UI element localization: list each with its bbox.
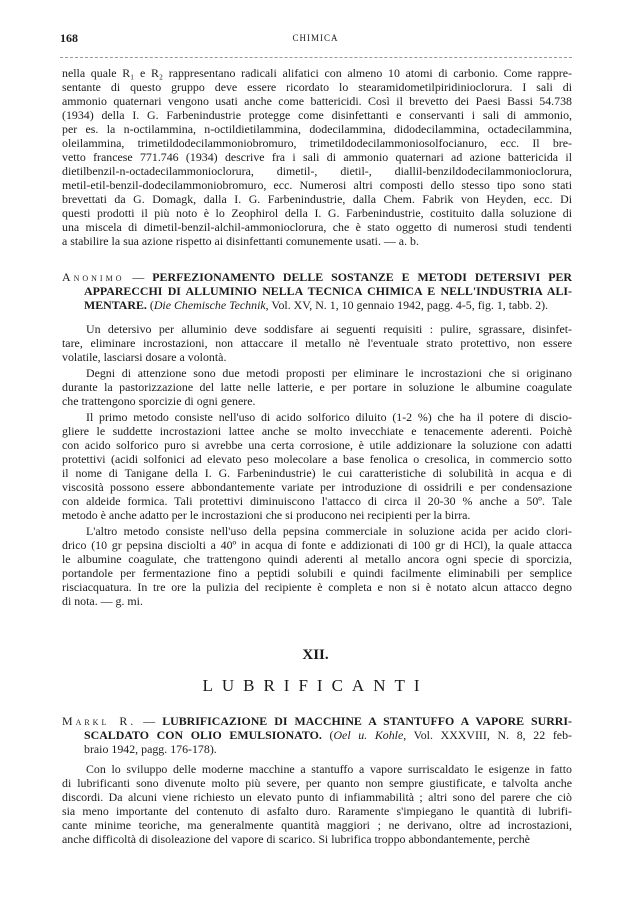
page-number: 168: [60, 31, 78, 45]
text-line: il nome di Tanigane della I. G. Farbenindustrie) le cui caratteristiche di solubilità in acqua e di: [62, 466, 572, 480]
citation-text: braio 1942, pagg. 176-178).: [84, 742, 217, 756]
text-line: tare, eliminare incrostazioni, non attaccare il metallo nè l'eventuale strato protettivo, non essere: [62, 336, 572, 350]
text-line: Degni di attenzione sono due metodi proposti per eliminare le incrostazioni che si originano: [86, 366, 572, 380]
text-line: metil-etil-benzil-dodecilammoniobromuro, ecc. Numerosi altri composti dello stesso tipo sono stati: [62, 178, 572, 192]
citation-text: —: [124, 270, 153, 284]
paragraph: [62, 322, 572, 364]
text-line: risciacquatura. In tre ore la pulizia del recipiente è completa e non si è notato alcun attacco degno: [62, 580, 572, 594]
text-line: portandole per fermentazione fino a peptidi solubili e quindi facilmente eliminabili per semplice: [62, 566, 572, 580]
text-line: Il primo metodo consiste nell'uso di acido solforico diluito (1-2 %) che ha il potere di discio-: [86, 410, 572, 424]
author-name: Markl R.: [62, 714, 137, 728]
text-line: brevettati da G. Domagk, dalla I. G. Farbenindustrie, dalla Chem. Fabrik von Heyden, ecc. Di: [62, 192, 572, 206]
text-line: le albumine coagulate, che trattengono quindi aderenti al metallo ancora ogni specie di sporcizia,: [62, 552, 572, 566]
paragraph: [62, 366, 572, 408]
text-line: gliere le suddette incrostazioni lattee anche se molto invecchiate e tenacemente aderenti. Poichè: [62, 424, 572, 438]
article-title: LUBRIFICAZIONE DI MACCHINE A STANTUFFO A VAPORE SURRI-: [162, 714, 572, 728]
heading-line: [62, 270, 572, 284]
citation-text: (: [321, 728, 334, 742]
text-line: protettivi (acidi solfonici ad elevato peso molecolare a base fenolica o cresolica, in commercio sotto: [62, 452, 572, 466]
article-heading-markl: [62, 714, 572, 756]
text-line: con aldeide formica. Tali protettivi diminuiscono l'attacco di circa il 20-30 % anche a 50º. Tale: [62, 494, 572, 508]
section-title: LUBRIFICANTI: [202, 676, 429, 695]
text-line: sentante di questo gruppo deve essere ricordato lo stearamidometilpiridinioclorura. I sali di: [62, 80, 572, 94]
text-line: L'altro metodo consiste nell'uso della pepsina commerciale in soluzione acida per acido clori-: [86, 524, 572, 538]
text-line: di lubrificanti sono divenute molto più severe, per quanto non sempre giustificate, e talvolta anche: [62, 776, 572, 790]
paragraph: [62, 762, 572, 846]
text-line: sia meno importante del contenuto di asfalto duro. Raramente s'impiegano le quantità di lubrifi-: [62, 804, 572, 818]
section-number: XII.: [302, 647, 329, 663]
article-title: PERFEZIONAMENTO DELLE SOSTANZE E METODI DETERSIVI PER: [152, 270, 572, 284]
text-line: una miscela di dimetil-benzil-alchil-ammonioclorura, che è stato oggetto di numerosi studi tendenti: [62, 220, 572, 234]
heading-line: [62, 284, 572, 298]
article-heading-anonimo: [62, 270, 572, 312]
text-line: drico (10 gr pepsina disciolti a 40º in acqua di fonte e addizionati di 100 gr di HCl), la quale attacca: [62, 538, 572, 552]
running-title: CHIMICA: [292, 33, 339, 43]
text-line: (1934) della I. G. Farbenindustrie protegge come disinfettanti e conservanti i sali di ammonio,: [62, 108, 572, 122]
paragraph: [62, 410, 572, 522]
text-line: metodo è anche adatto per le incrostazioni che si producono nei recipienti per la birra.: [62, 508, 471, 522]
heading-line: [62, 728, 572, 742]
text-line: che trattengono sporcizie di ogni genere.: [62, 394, 256, 408]
journal-name: Oel u. Kohle: [333, 728, 404, 742]
heading-line: [62, 298, 572, 312]
paragraph: [62, 524, 572, 608]
text-line: volatile, lasciarsi dosare a volontà.: [62, 350, 227, 364]
author-name: Anonimo: [62, 270, 125, 284]
text-line: vetto francese 771.746 (1934) descrive fra i sali di ammonio quaternari ad azione battericida il: [62, 150, 572, 164]
text-line: per es. la n-octilammina, n-octildietilammina, dodecilammina, didodecilammina, octadecilammina,: [62, 122, 572, 136]
text-line: di nota. — g. mi.: [62, 594, 143, 608]
text-line: cante minime teoriche, ma generalmente quantità maggiori ; ne derivano, oltre ad incrostazioni,: [62, 818, 572, 832]
text-line: nella quale R₁ e R₂ rappresentano radicali alifatici con almeno 10 atomi di carbonio. Come rappre-: [62, 66, 572, 80]
text-line: Con lo sviluppo delle moderne macchine a stantuffo a vapore surriscaldato le esigenze in fatto: [86, 762, 572, 776]
heading-line: [62, 742, 572, 756]
paragraph-quaternary-ammonium: [62, 66, 572, 248]
citation-text: (: [146, 298, 154, 312]
article-title: SCALDATO CON OLIO EMULSIONATO.: [84, 728, 322, 742]
text-line: dietilbenzil-n-octadecilammonioclorura, dimetil-, dietil-, diallil-benzildodecilammonioclorura,: [62, 164, 572, 178]
citation-text: —: [136, 714, 163, 728]
text-line: anche difficoltà di disoleazione del vapore di scarico. Si lubrifica troppo abbondantemente, perchè: [62, 832, 530, 846]
header-rule: [60, 57, 572, 58]
heading-line: [62, 714, 572, 728]
article-title: MENTARE.: [84, 298, 147, 312]
text-line: con acido solforico puro si avrebbe una certa corrosione, è utile addizionare la soluzione con adatti: [62, 438, 572, 452]
text-line: ammonio quaternari vengono usati anche come battericidi. Così il brevetto dei Paesi Bassi 54.738: [62, 94, 572, 108]
text-line: viscosità possono essere abbondantemente variate per introduzione di ossidrili e per condensazione: [62, 480, 572, 494]
text-line: Un detersivo per alluminio deve soddisfare ai seguenti requisiti : pulire, sgrassare, disinfet-: [86, 322, 572, 336]
citation-text: , Vol. XXXVIII, N. 8, 22 feb-: [403, 728, 572, 742]
article-title: APPARECCHI DI ALLUMINIO NELLA TECNICA CHIMICA E NELL'INDUSTRIA ALI-: [84, 284, 572, 298]
text-line: discordi. Da alcuni viene richiesto un elevato punto di infiammabilità ; altri sono del parere che ciò: [62, 790, 572, 804]
text-line: durante la pastorizzazione del latte nelle latterie, e per portare in soluzione le albumine coagulate: [62, 380, 572, 394]
text-line: oleilammina, trimetildodecilammoniobromuro, trimetildodecilammoniosolfocianuro, ecc. Il bre-: [62, 136, 572, 150]
text-line: a stabilire la sua azione rispetto ai disinfettanti comunemente usati. — a. b.: [62, 234, 419, 248]
text-line: questi prodotti il più noto è lo Zeophirol della I. G. Farbenindustrie, costituito dalla soluzione di: [62, 206, 572, 220]
journal-name: Die Chemische Technik: [153, 298, 266, 312]
citation-text: , Vol. XV, N. 1, 10 gennaio 1942, pagg. 4-5, fig. 1, tabb. 2).: [265, 298, 549, 312]
